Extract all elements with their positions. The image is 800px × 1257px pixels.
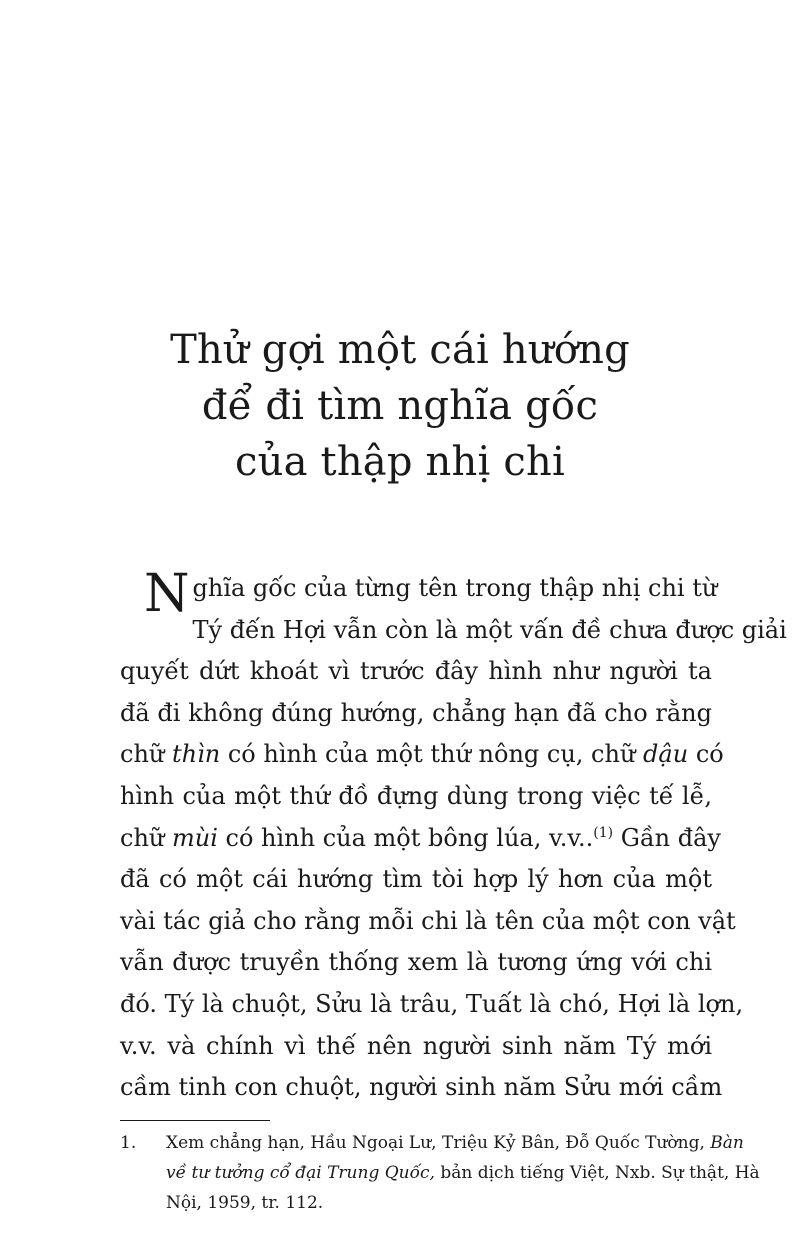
footnote-number: 1.	[120, 1133, 137, 1153]
italic-term: mùi	[171, 823, 218, 852]
chapter-title-line: Thử gợi một cái hướng	[170, 327, 630, 373]
text-line: v.v. và chính vì thế nên người sinh năm Tý mới	[120, 1031, 712, 1060]
italic-title: Bàn	[710, 1133, 744, 1153]
italic-term: thìn	[171, 740, 221, 769]
chapter-title	[0, 322, 800, 490]
text-line: hình của một thứ đồ đựng dùng trong việc tế lễ,	[120, 781, 712, 810]
italic-term: dậu	[643, 740, 689, 769]
text-run: chữ	[120, 740, 172, 769]
italic-title: về tư tưởng cổ đại Trung Quốc,	[166, 1163, 435, 1183]
footnote-line	[166, 1158, 760, 1188]
chapter-title-line: của thập nhị chi	[235, 439, 565, 485]
text-run: Gần đây	[613, 823, 721, 852]
text-line: đã có một cái hướng tìm tòi hợp lý hơn của một	[120, 865, 712, 894]
text-run: có hình của một thứ nông cụ, chữ	[220, 740, 644, 769]
text-run: bản dịch tiếng Việt, Nxb. Sự thật, Hà	[434, 1163, 760, 1183]
footnote-ref[interactable]: (1)	[593, 824, 614, 841]
text-line: đó. Tý là chuột, Sửu là trâu, Tuất là chó, Hợi là lợn,	[120, 989, 744, 1018]
text-line: Tý đến Hợi vẫn còn là một vấn đề chưa được giải	[192, 615, 787, 644]
footnote	[120, 1128, 760, 1218]
text-run: có	[688, 740, 724, 769]
footnote-line: Nội, 1959, tr. 112.	[166, 1193, 324, 1213]
footnote-text	[166, 1128, 760, 1218]
text-run: Xem chẳng hạn, Hầu Ngoại Lư, Triệu Kỷ Bân, Đỗ Quốc Tường,	[166, 1133, 711, 1153]
text-run: có hình của một bông lúa, v.v..	[217, 823, 594, 852]
footnote-line	[166, 1128, 744, 1158]
footnote-divider	[120, 1120, 270, 1121]
text-line: vài tác giả cho rằng mỗi chi là tên của một con vật	[120, 906, 736, 935]
text-line: đã đi không đúng hướng, chẳng hạn đã cho rằng	[120, 698, 712, 727]
text-line	[120, 818, 721, 860]
body-paragraph	[120, 564, 787, 1109]
text-run: chữ	[120, 823, 172, 852]
text-line: quyết dứt khoát vì trước đây hình như người ta	[120, 657, 712, 686]
text-line: cầm tinh con chuột, người sinh năm Sửu mới cầm	[120, 1073, 723, 1102]
text-line: vẫn được truyền thống xem là tương ứng với chi	[120, 948, 712, 977]
text-line	[120, 734, 724, 776]
chapter-title-line: để đi tìm nghĩa gốc	[201, 383, 599, 429]
drop-cap: N	[144, 564, 190, 624]
text-line: ghĩa gốc của từng tên trong thập nhị chi từ	[192, 574, 718, 602]
